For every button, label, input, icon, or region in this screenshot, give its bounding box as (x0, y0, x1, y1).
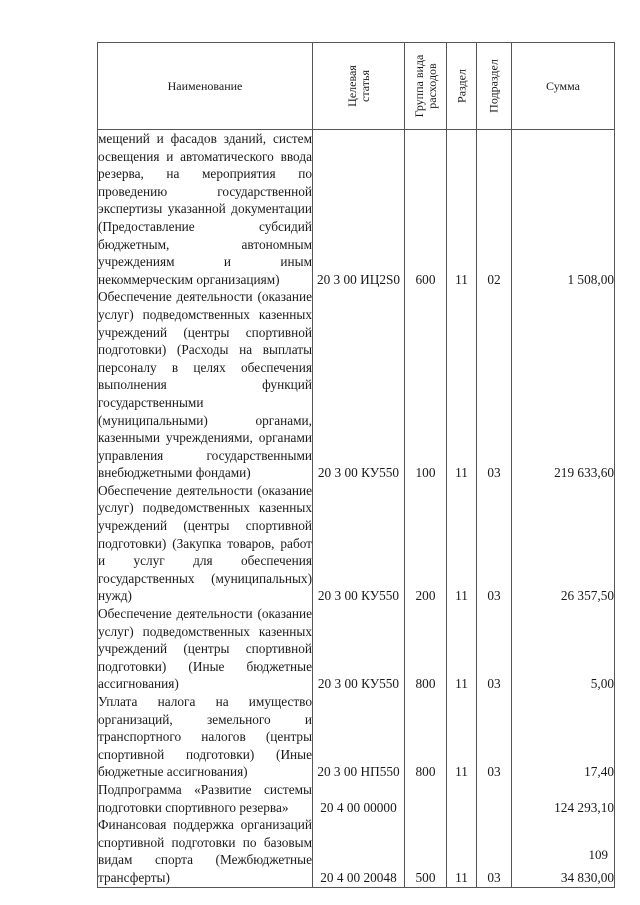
row-name: Обеспечение деятельности (оказание услуг) подведомственных казенных учреждений (центры спортивной подготовки) (Иные бюджетные ассигнования) (98, 606, 312, 692)
row-name: Подпрограмма «Развитие системы подготовки спортивного резерва» (98, 781, 312, 815)
row-group (405, 781, 447, 816)
row-amount: 17,40 (512, 693, 615, 781)
row-code: 20 4 00 00000 (313, 781, 405, 816)
header-section: Раздел (447, 43, 477, 130)
row-code: 20 3 00 КУ550 (313, 605, 405, 693)
table-row (98, 288, 615, 482)
row-code: 20 4 00 20048 (313, 816, 405, 887)
header-expense-type: Группа вида расходов (405, 43, 447, 130)
table-header-row (98, 43, 615, 130)
row-name: мещений и фасадов зданий, систем освещения и автоматического ввода резерва, на мероприятия по проведению государственной экспертизы указанной документации (Предоставление субсидий бюджетным, автономным учреждениям и иным некоммерческим организациям) (98, 131, 312, 287)
row-amount: 34 830,00 (512, 816, 615, 887)
row-group: 500 (405, 816, 447, 887)
row-name: Обеспечение деятельности (оказание услуг) подведомственных казенных учреждений (центры спортивной подготовки) (Расходы на выплаты персоналу в целях обеспечения выполнения функций государственными (муниципальными) органами, казенными учреждениями, органами управления государственными внебюджетными фондами) (98, 289, 312, 481)
row-group: 600 (405, 130, 447, 289)
row-group: 200 (405, 482, 447, 605)
row-name: Финансовая поддержка организаций спортивной подготовки по базовым видам спорта (Межбюджетные трансферты) (98, 816, 313, 887)
row-section: 11 (447, 482, 477, 605)
page-number: 109 (588, 847, 608, 862)
table-row (98, 693, 615, 781)
table-row (98, 130, 615, 289)
header-name: Наименование (98, 43, 313, 130)
row-group: 800 (405, 605, 447, 693)
row-amount: 219 633,60 (512, 288, 615, 482)
row-code: 20 3 00 КУ550 (313, 288, 405, 482)
header-amount: Сумма (512, 43, 615, 130)
table-row (98, 816, 615, 887)
header-subsection: Подраздел (477, 43, 512, 130)
row-subsection: 03 (477, 816, 512, 887)
row-subsection: 03 (477, 605, 512, 693)
row-subsection: 03 (477, 288, 512, 482)
row-section: 11 (447, 130, 477, 289)
row-section: 11 (447, 693, 477, 781)
row-group: 800 (405, 693, 447, 781)
header-target-article: Целевая статья (313, 43, 405, 130)
row-amount: 5,00 (512, 605, 615, 693)
row-amount: 124 293,10 (512, 781, 615, 816)
row-subsection: 02 (477, 130, 512, 289)
row-section (447, 781, 477, 816)
row-group: 100 (405, 288, 447, 482)
row-section: 11 (447, 816, 477, 887)
table-row (98, 482, 615, 605)
row-amount: 26 357,50 (512, 482, 615, 605)
row-section: 11 (447, 605, 477, 693)
row-code: 20 3 00 КУ550 (313, 482, 405, 605)
row-subsection: 03 (477, 482, 512, 605)
row-subsection: 03 (477, 693, 512, 781)
row-name: Уплата налога на имущество организаций, земельного и транспортного налогов (центры спортивной подготовки) (Иные бюджетные ассигнования) (98, 694, 312, 780)
table-row (98, 781, 615, 816)
row-subsection (477, 781, 512, 816)
row-code: 20 3 00 НП550 (313, 693, 405, 781)
row-amount: 1 508,00 (512, 130, 615, 289)
row-section: 11 (447, 288, 477, 482)
table-row (98, 605, 615, 693)
row-code: 20 3 00 ИЦ2S0 (313, 130, 405, 289)
budget-table (97, 42, 615, 888)
row-name: Обеспечение деятельности (оказание услуг) подведомственных казенных учреждений (центры спортивной подготовки) (Закупка товаров, работ и услуг для обеспечения государственных (муниципальных) нужд) (98, 482, 312, 604)
